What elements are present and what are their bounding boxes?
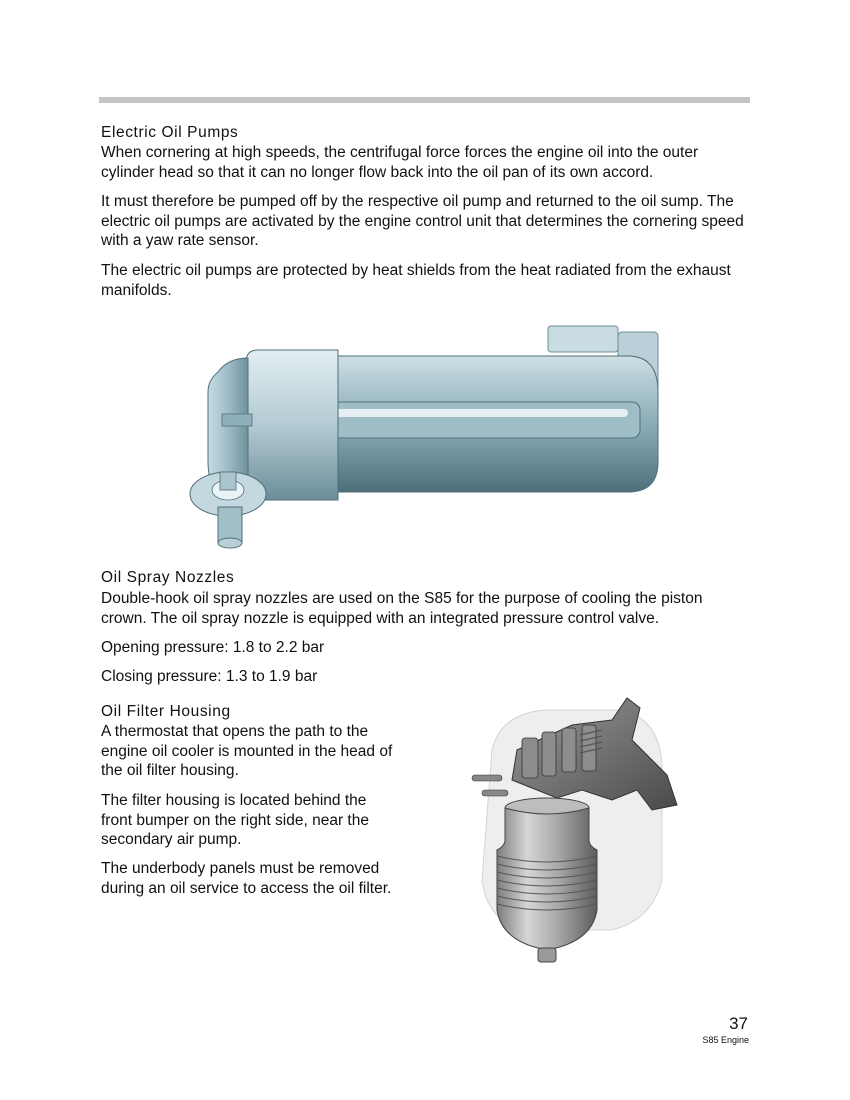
paragraph: The filter housing is located behind the front bumper on the right side, near the secondary air pump. [101,792,369,848]
paragraph: Double-hook oil spray nozzles are used on the S85 for the purpose of cooling the piston crown. The oil spray nozzle is equipped with an integrated pressure control valve. [101,590,703,627]
heading-oil-spray-nozzles: Oil Spray Nozzles [101,569,235,586]
paragraph: A thermostat that opens the path to the engine oil cooler is mounted in the head of the oil filter housing. [101,723,393,779]
electric-oil-pump-illustration [188,322,668,552]
paragraph: It must therefore be pumped off by the respective oil pump and returned to the oil sump. The electric oil pumps are activated by the engine control unit that determines the cornering speed with a yaw rate sensor. [101,193,744,249]
heading-electric-oil-pumps: Electric Oil Pumps [101,124,239,141]
header-rule [99,97,750,103]
paragraph: Closing pressure: 1.3 to 1.9 bar [101,668,318,685]
oil-filter-housing-illustration [462,680,692,975]
heading-oil-filter-housing: Oil Filter Housing [101,703,231,720]
page-number: 37 [729,1014,748,1033]
paragraph: When cornering at high speeds, the centrifugal force forces the engine oil into the outer cylinder head so that it can no longer flow back into the oil pan of its own accord. [101,144,699,181]
paragraph: The underbody panels must be removed during an oil service to access the oil filter. [101,860,392,897]
footer-title: S85 Engine [702,1035,749,1045]
paragraph: Opening pressure: 1.8 to 2.2 bar [101,639,325,656]
paragraph: The electric oil pumps are protected by heat shields from the heat radiated from the exhaust manifolds. [101,262,731,299]
